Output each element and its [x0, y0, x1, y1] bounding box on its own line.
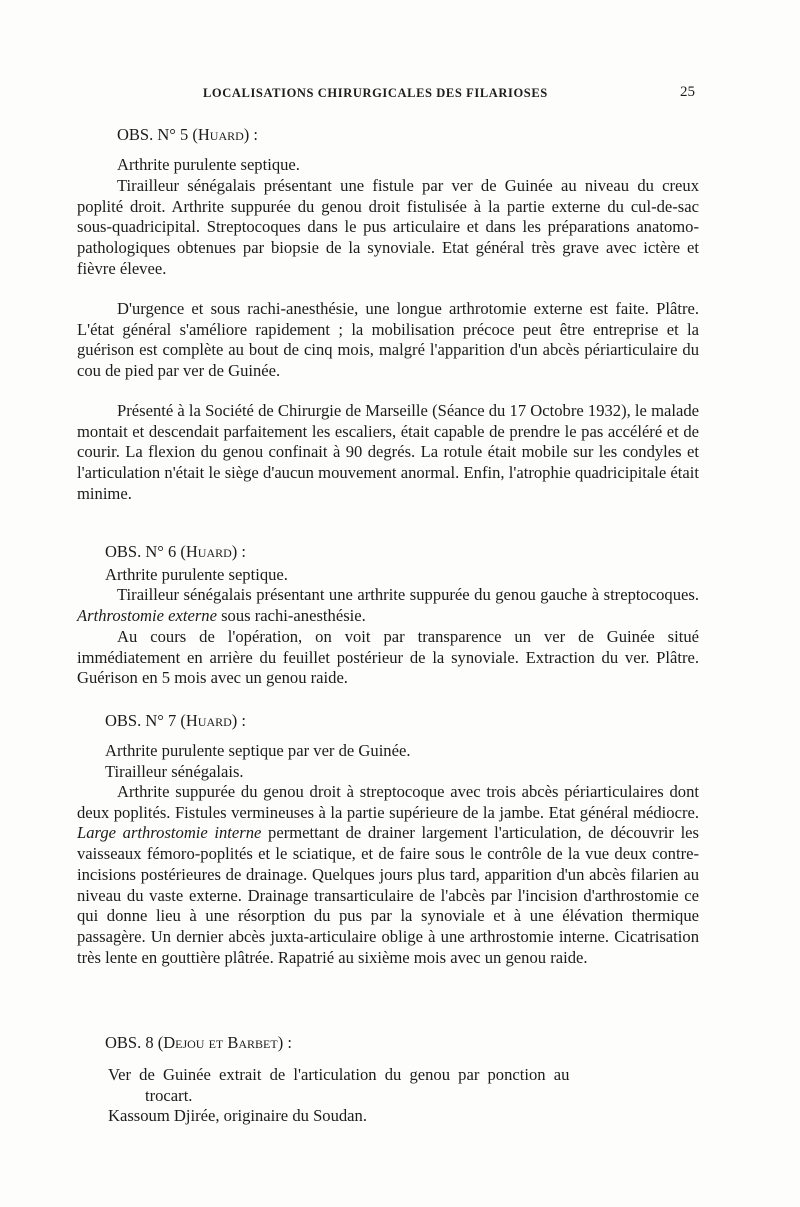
obs6-p1-start: Tirailleur sénégalais présentant une arthrite suppurée du genou gauche à streptocoques.: [117, 585, 699, 604]
obs6-paragraph-1: [77, 585, 699, 626]
obs6-paragraph-2: Au cours de l'opération, on voit par transparence un ver de Guinée situé immédiatement en arrière du feuillet postérieur de la synoviale. Extraction du ver. Plâtre. Guérison en 5 mois avec un genou raide.: [77, 627, 699, 688]
obs7-diagnosis: Arthrite purulente septique par ver de Guinée.: [105, 741, 411, 760]
obs6-prefix: OBS. N° 6 (: [105, 542, 186, 561]
obs5-heading: [117, 125, 258, 145]
obs6-diagnosis: Arthrite purulente septique.: [105, 565, 288, 584]
obs6-p1-end: sous rachi-anesthésie.: [216, 605, 366, 625]
obs8-suffix: ) :: [277, 1033, 292, 1052]
obs5-paragraph-3: Présenté à la Société de Chirurgie de Marseille (Séance du 17 Octobre 1932), le malade montait et descendait parfaitement les escaliers, était capable de prendre le pas accéléré et de courir. La flexion du genou confinait à 90 degrés. La rotule était mobile sur les condyles et l'articulation n'était le siège d'aucun mouvement anormal. Enfin, l'atrophie quadricipitale était minime.: [77, 401, 699, 503]
obs6-p1-italic: Arthrostomie externe: [77, 605, 217, 625]
running-title: LOCALISATIONS CHIRURGICALES DES FILARIOSES: [203, 86, 548, 100]
obs7-prefix: OBS. N° 7 (: [105, 711, 186, 730]
page-number: 25: [680, 84, 695, 100]
obs8-heading: [105, 1033, 292, 1053]
obs8-line-3: Kassoum Djirée, originaire du Soudan.: [108, 1106, 367, 1125]
obs8-prefix: OBS. 8 (: [105, 1033, 164, 1052]
obs7-heading: [105, 711, 246, 731]
obs7-p1-start: Arthrite suppurée du genou droit à streptocoque avec trois abcès périarticulaires dont deux poplités. Fistules vermineuses à la partie supérieure de la jambe. Etat général médiocre.: [77, 782, 699, 822]
obs5-paragraph-1: Tirailleur sénégalais présentant une fistule par ver de Guinée au niveau du creux poplité droit. Arthrite suppurée du genou droit fistulisée à la partie externe du cul-de-sac sous-quadricipital. Streptocoques dans le pus articulaire et dans les préparations anatomo-pathologiques obtenues par biopsie de la synoviale. Etat général très grave avec ictère et fièvre élevee.: [77, 176, 699, 278]
obs8-author: Dejou et Barbet: [163, 1033, 278, 1052]
obs8-line-2: trocart.: [145, 1086, 193, 1105]
obs5-author: Huard: [197, 125, 244, 144]
obs7-suffix: ) :: [231, 711, 246, 730]
obs5-diagnosis: Arthrite purulente septique.: [117, 155, 300, 174]
obs7-paragraph-1: [77, 782, 699, 968]
obs7-line-2: Tirailleur sénégalais.: [105, 762, 244, 781]
obs5-prefix: OBS. N° 5 (: [117, 125, 198, 144]
obs7-p1-italic: Large arthrostomie interne: [77, 823, 262, 843]
obs6-author: Huard: [185, 542, 232, 561]
obs8-line-1: Ver de Guinée extrait de l'articulation du genou par ponction au: [108, 1065, 570, 1084]
running-header: [0, 86, 800, 106]
obs5-paragraph-2: D'urgence et sous rachi-anesthésie, une longue arthrotomie externe est faite. Plâtre. L'état général s'améliore rapidement ; la mobilisation précoce peut être entreprise et la guérison est complète au bout de cinq mois, malgré l'apparition d'un abcès périarticulaire du cou de pied par ver de Guinée.: [77, 299, 699, 381]
obs7-p1-end: permettant de drainer largement l'articulation, de découvrir les vaisseaux fémoro-poplités et le sciatique, et de faire sous le contrôle de la vue deux contre-incisions postérieures de drainage. Quelques jours plus tard, apparition d'un abcès filarien au niveau du vaste externe. Drainage transarticulaire de l'abcès par l'incision d'arthrostomie ce qui donne lieu à une résorption du pus par la synoviale et à une élévation thermique passagère. Un dernier abcès juxta-articulaire oblige à une arthrostomie interne. Cicatrisation très lente en gouttière plâtrée. Rapatrié au sixième mois avec un genou raide.: [77, 823, 699, 967]
obs6-heading: [105, 542, 246, 562]
obs7-author: Huard: [185, 711, 232, 730]
obs6-suffix: ) :: [231, 542, 246, 561]
obs5-suffix: ) :: [243, 125, 258, 144]
